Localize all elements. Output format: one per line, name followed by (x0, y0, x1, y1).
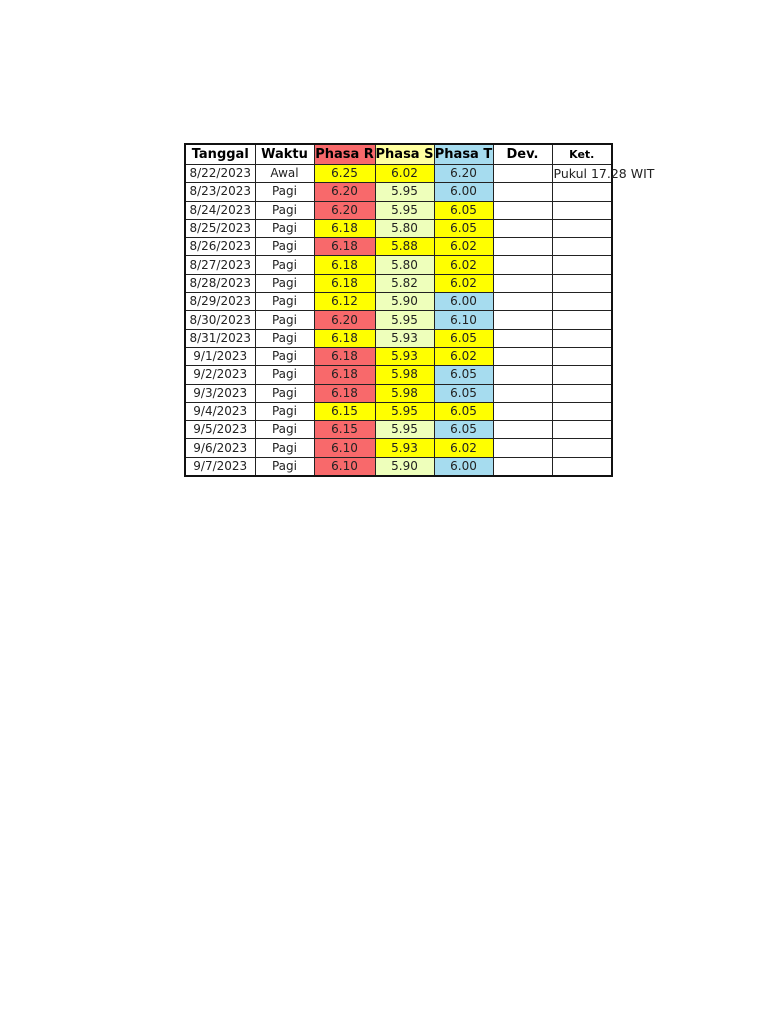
table-row (185, 402, 612, 420)
cell-ket[interactable] (552, 329, 612, 347)
cell-phasa-s[interactable]: 5.95 (375, 402, 434, 420)
cell-phasa-t[interactable]: 6.05 (434, 402, 493, 420)
cell-phasa-r[interactable]: 6.18 (314, 274, 375, 292)
cell-phasa-r[interactable]: 6.25 (314, 165, 375, 183)
cell-ket[interactable] (552, 238, 612, 256)
cell-phasa-s[interactable]: 6.02 (375, 165, 434, 183)
cell-waktu[interactable]: Pagi (255, 366, 314, 384)
cell-dev[interactable] (493, 329, 552, 347)
cell-phasa-s[interactable]: 5.80 (375, 219, 434, 237)
cell-dev[interactable] (493, 183, 552, 201)
cell-phasa-t[interactable]: 6.05 (434, 421, 493, 439)
cell-dev[interactable] (493, 366, 552, 384)
cell-phasa-s[interactable]: 5.93 (375, 347, 434, 365)
cell-waktu[interactable]: Pagi (255, 183, 314, 201)
phase-measurement-table (184, 143, 655, 477)
cell-tanggal[interactable]: 8/31/2023 (185, 329, 255, 347)
cell-phasa-r[interactable]: 6.10 (314, 457, 375, 476)
cell-phasa-s[interactable]: 5.93 (375, 439, 434, 457)
cell-phasa-r[interactable]: 6.20 (314, 201, 375, 219)
cell-ket[interactable] (552, 165, 655, 183)
cell-phasa-r[interactable]: 6.18 (314, 256, 375, 274)
cell-phasa-r[interactable]: 6.15 (314, 402, 375, 420)
cell-tanggal[interactable]: 8/30/2023 (185, 311, 255, 329)
cell-waktu[interactable]: Pagi (255, 347, 314, 365)
cell-tanggal[interactable]: 9/6/2023 (185, 439, 255, 457)
cell-phasa-t[interactable]: 6.05 (434, 201, 493, 219)
cell-phasa-t[interactable]: 6.05 (434, 219, 493, 237)
cell-dev[interactable] (493, 457, 552, 476)
table-row (185, 293, 612, 311)
header-phasa-r[interactable]: Phasa R (314, 144, 375, 165)
cell-tanggal[interactable]: 8/28/2023 (185, 274, 255, 292)
cell-ket[interactable] (552, 347, 612, 365)
cell-dev[interactable] (493, 311, 552, 329)
table-row (185, 311, 612, 329)
cell-tanggal[interactable]: 9/7/2023 (185, 457, 255, 476)
cell-waktu[interactable]: Pagi (255, 384, 314, 402)
cell-ket[interactable] (552, 439, 612, 457)
cell-ket[interactable] (552, 402, 612, 420)
cell-waktu[interactable]: Pagi (255, 201, 314, 219)
table-row (185, 457, 612, 476)
cell-phasa-s[interactable]: 5.95 (375, 421, 434, 439)
cell-ket[interactable] (552, 183, 612, 201)
cell-tanggal[interactable]: 9/1/2023 (185, 347, 255, 365)
cell-phasa-r[interactable]: 6.18 (314, 366, 375, 384)
cell-ket[interactable] (552, 311, 612, 329)
cell-phasa-s[interactable]: 5.93 (375, 329, 434, 347)
cell-ket[interactable] (552, 366, 612, 384)
cell-tanggal[interactable]: 8/23/2023 (185, 183, 255, 201)
cell-phasa-r[interactable]: 6.15 (314, 421, 375, 439)
cell-dev[interactable] (493, 219, 552, 237)
header-dev[interactable]: Dev. (493, 144, 552, 165)
cell-phasa-s[interactable]: 5.95 (375, 201, 434, 219)
header-phasa-s[interactable]: Phasa S (375, 144, 434, 165)
table-row (185, 165, 612, 183)
cell-phasa-r[interactable]: 6.12 (314, 293, 375, 311)
table-row (185, 201, 612, 219)
header-row (185, 144, 612, 165)
cell-waktu[interactable]: Pagi (255, 311, 314, 329)
table-row (185, 384, 612, 402)
cell-phasa-r[interactable]: 6.20 (314, 311, 375, 329)
cell-tanggal[interactable]: 8/24/2023 (185, 201, 255, 219)
cell-phasa-t[interactable]: 6.00 (434, 293, 493, 311)
cell-waktu[interactable]: Pagi (255, 402, 314, 420)
cell-tanggal[interactable]: 8/29/2023 (185, 293, 255, 311)
cell-waktu[interactable]: Pagi (255, 219, 314, 237)
cell-ket[interactable] (552, 201, 612, 219)
cell-phasa-t[interactable]: 6.02 (434, 347, 493, 365)
cell-phasa-s[interactable]: 5.88 (375, 238, 434, 256)
cell-waktu[interactable]: Pagi (255, 293, 314, 311)
cell-phasa-t[interactable]: 6.02 (434, 256, 493, 274)
cell-phasa-t[interactable]: 6.10 (434, 311, 493, 329)
table-row (185, 439, 612, 457)
cell-phasa-s[interactable]: 5.82 (375, 274, 434, 292)
header-waktu[interactable]: Waktu (255, 144, 314, 165)
cell-ket[interactable] (552, 274, 612, 292)
cell-tanggal[interactable]: 8/26/2023 (185, 238, 255, 256)
cell-waktu[interactable]: Pagi (255, 329, 314, 347)
cell-waktu[interactable]: Pagi (255, 238, 314, 256)
cell-phasa-t[interactable]: 6.02 (434, 274, 493, 292)
table-body (185, 165, 655, 477)
cell-ket[interactable] (552, 219, 612, 237)
header-tanggal[interactable]: Tanggal (185, 144, 255, 165)
table-row (185, 256, 612, 274)
cell-waktu[interactable]: Pagi (255, 256, 314, 274)
cell-dev[interactable] (493, 256, 552, 274)
cell-ket[interactable] (552, 384, 612, 402)
cell-dev[interactable] (493, 439, 552, 457)
cell-dev[interactable] (493, 421, 552, 439)
cell-phasa-t[interactable]: 6.02 (434, 238, 493, 256)
ket-text: Pukul 17.28 WIT (553, 166, 655, 181)
cell-ket[interactable] (552, 457, 612, 476)
cell-tanggal[interactable]: 8/25/2023 (185, 219, 255, 237)
cell-phasa-r[interactable]: 6.18 (314, 384, 375, 402)
table-row (185, 219, 612, 237)
cell-dev[interactable] (493, 238, 552, 256)
cell-phasa-r[interactable]: 6.20 (314, 183, 375, 201)
cell-phasa-t[interactable]: 6.05 (434, 366, 493, 384)
cell-phasa-r[interactable]: 6.18 (314, 329, 375, 347)
cell-tanggal[interactable]: 8/22/2023 (185, 165, 255, 183)
cell-phasa-t[interactable]: 6.05 (434, 329, 493, 347)
cell-phasa-r[interactable]: 6.10 (314, 439, 375, 457)
cell-phasa-r[interactable]: 6.18 (314, 347, 375, 365)
cell-phasa-t[interactable]: 6.00 (434, 183, 493, 201)
cell-ket[interactable] (552, 421, 612, 439)
table-row (185, 366, 612, 384)
cell-tanggal[interactable]: 9/3/2023 (185, 384, 255, 402)
table-row (185, 421, 612, 439)
cell-phasa-s[interactable]: 5.90 (375, 293, 434, 311)
cell-waktu[interactable]: Pagi (255, 274, 314, 292)
cell-dev[interactable] (493, 201, 552, 219)
cell-phasa-t[interactable]: 6.00 (434, 457, 493, 476)
cell-tanggal[interactable]: 9/4/2023 (185, 402, 255, 420)
cell-phasa-s[interactable]: 5.98 (375, 384, 434, 402)
cell-ket[interactable] (552, 293, 612, 311)
table-row (185, 238, 612, 256)
cell-phasa-s[interactable]: 5.90 (375, 457, 434, 476)
cell-ket[interactable] (552, 256, 612, 274)
cell-waktu[interactable]: Pagi (255, 439, 314, 457)
table-row (185, 274, 612, 292)
cell-phasa-r[interactable]: 6.18 (314, 219, 375, 237)
table-row (185, 183, 612, 201)
cell-phasa-t[interactable]: 6.05 (434, 384, 493, 402)
header-phasa-t[interactable]: Phasa T (434, 144, 493, 165)
cell-phasa-t[interactable]: 6.02 (434, 439, 493, 457)
cell-waktu[interactable]: Pagi (255, 457, 314, 476)
cell-phasa-r[interactable]: 6.18 (314, 238, 375, 256)
cell-dev[interactable] (493, 293, 552, 311)
cell-dev[interactable] (493, 274, 552, 292)
cell-tanggal[interactable]: 8/27/2023 (185, 256, 255, 274)
cell-phasa-t[interactable]: 6.20 (434, 165, 493, 183)
cell-dev[interactable] (493, 384, 552, 402)
header-ket[interactable]: Ket. (552, 144, 612, 165)
cell-phasa-s[interactable]: 5.98 (375, 366, 434, 384)
cell-phasa-s[interactable]: 5.95 (375, 183, 434, 201)
cell-dev[interactable] (493, 402, 552, 420)
spreadsheet-area (184, 143, 655, 477)
cell-waktu[interactable]: Pagi (255, 421, 314, 439)
cell-waktu[interactable]: Awal (255, 165, 314, 183)
cell-tanggal[interactable]: 9/5/2023 (185, 421, 255, 439)
table-row (185, 329, 612, 347)
cell-phasa-s[interactable]: 5.80 (375, 256, 434, 274)
cell-tanggal[interactable]: 9/2/2023 (185, 366, 255, 384)
cell-dev[interactable] (493, 165, 552, 183)
cell-phasa-s[interactable]: 5.95 (375, 311, 434, 329)
table-row (185, 347, 612, 365)
cell-dev[interactable] (493, 347, 552, 365)
